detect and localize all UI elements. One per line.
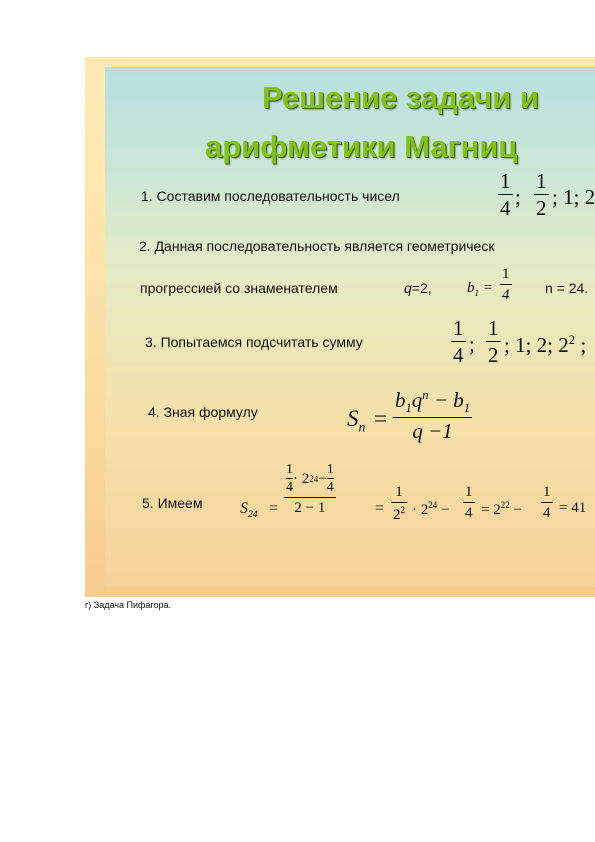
step5-big-fraction: 1 4 · 2 24 − 1 4 2 − 1 — [286, 462, 334, 516]
step5-fraction-2: 1 4 — [465, 484, 473, 521]
caption: г) Задача Пифагора. — [85, 600, 171, 610]
step3-fraction-1: 1 4 — [453, 316, 464, 367]
step4-text: 4. Зная формулу — [148, 404, 258, 420]
step5-eq3: = $2^{22}$ − — [481, 500, 522, 518]
step1-sep: ; — [515, 185, 521, 209]
step2-n: n = 24. — [545, 280, 589, 296]
step5-eq4: = 41 — [559, 500, 587, 516]
step5-fraction-1: 1 $2^2$ — [393, 484, 405, 523]
step3-text: 3. Попытаемся подсчитать сумму — [145, 334, 363, 350]
step2-q: q=2, — [404, 280, 432, 296]
step4-formula-fraction: $b_1q^n - b_1$ q −1 — [395, 388, 471, 443]
slide-title-line1: Решение задачи и — [262, 80, 539, 115]
step1-fraction-1: 1 4 — [500, 169, 511, 220]
step2-b1: $b_1$ = — [467, 280, 493, 298]
step5-fraction-3: 1 4 — [543, 484, 551, 521]
step2-line1: 2. Данная последовательность является геометрическ — [139, 238, 495, 254]
step1-tail: ; 1; 2 — [552, 185, 595, 209]
step3-fraction-2: 1 2 — [488, 316, 499, 367]
step5-S24: $S_{24}$ — [240, 500, 258, 521]
step1-fraction-2: 1 2 — [536, 169, 547, 220]
slide-image — [85, 57, 595, 597]
step4-S: $S_n$ — [347, 406, 366, 435]
step1-text: 1. Составим последовательность чисел — [141, 188, 400, 204]
step5-eq1: = — [269, 500, 279, 517]
slide-title-line2: арифметики Магниц — [205, 129, 518, 164]
step5-text: 5. Имеем — [142, 495, 203, 511]
step2-line2: прогрессией со знаменателем — [140, 280, 338, 296]
step5-eq2: = — [375, 500, 385, 517]
step5-mid: · $2^{24}$ − — [412, 500, 450, 518]
step2-b1-fraction: 1 4 — [502, 266, 510, 303]
step3-sep: ; — [469, 332, 475, 356]
step4-eq: = — [374, 406, 387, 431]
step3-tail: ; 1; 2; $2^2$ ; — [504, 333, 587, 357]
